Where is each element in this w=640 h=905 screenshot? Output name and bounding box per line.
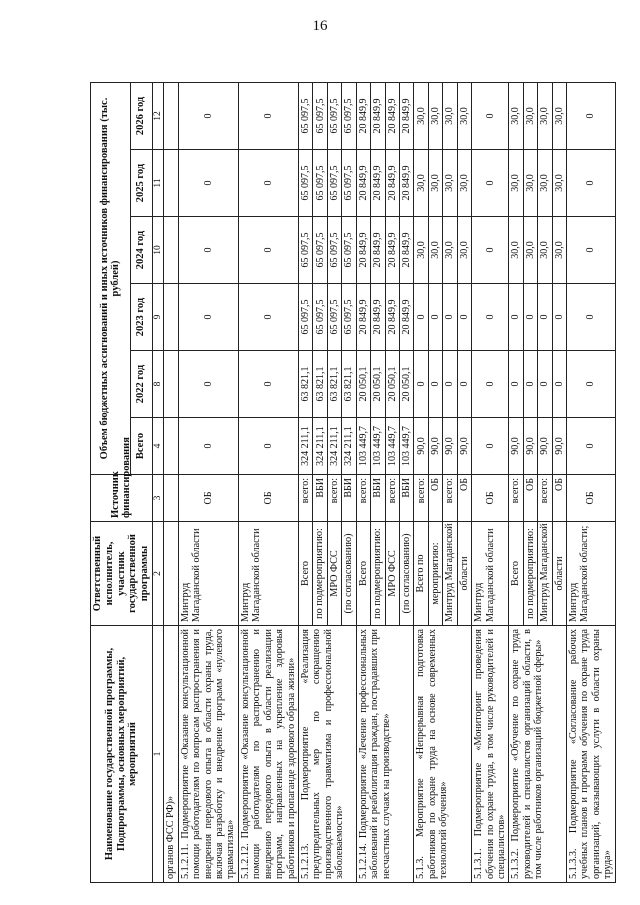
year-value-cell: 30,0 (457, 217, 471, 284)
year-value-cell: 20 849,9 (399, 82, 413, 149)
total-cell: 90,0 (509, 418, 523, 475)
header-name: Наименование государственной программы, Подпрограммы, основных мероприятий, мероприятий (91, 626, 153, 883)
year-value-cell: 0 (567, 217, 616, 284)
table-header (91, 82, 164, 882)
table-row (299, 82, 313, 882)
sub-label: области (457, 522, 471, 626)
source-cell: ОБ (238, 475, 298, 522)
header-year: 2026 год (130, 82, 152, 149)
table-row (178, 82, 238, 882)
total-cell: 103 449,7 (385, 418, 399, 475)
year-value-cell: 0 (238, 82, 298, 149)
empty-cell (164, 150, 178, 217)
year-value-cell: 20 050,1 (356, 351, 370, 418)
year-value-cell: 65 097,5 (342, 150, 356, 217)
year-value-cell: 0 (414, 351, 428, 418)
source-cell: ОБ (457, 475, 471, 522)
year-value-cell: 0 (178, 82, 238, 149)
total-cell: 0 (238, 418, 298, 475)
sub-label: Всего (509, 522, 523, 626)
column-number-row (152, 82, 164, 882)
empty-cell (164, 284, 178, 351)
row-executor: Минтруд Магаданской области (238, 522, 298, 626)
year-value-cell: 20 849,9 (356, 284, 370, 351)
year-value-cell: 65 097,5 (313, 150, 327, 217)
source-cell: всего: (443, 475, 457, 522)
header-total: Всего (130, 418, 152, 475)
total-cell: 0 (472, 418, 509, 475)
year-value-cell: 30,0 (538, 82, 552, 149)
year-value-cell: 20 849,9 (385, 284, 399, 351)
year-value-cell: 20 050,1 (371, 351, 385, 418)
year-value-cell: 65 097,5 (299, 284, 313, 351)
row-name: 5.1.3.3. Подмероприятие «Согласование рабочих учебных планов и программ обучения по охране труда организаций, оказывающих услуги в области охраны труда» (567, 626, 616, 883)
empty-cell (164, 351, 178, 418)
year-value-cell: 0 (457, 284, 471, 351)
table-row (356, 82, 370, 882)
row-name: 5.1.2.12. Подмероприятие «Оказание консультационной помощи работодателям по распространению и внедрению передового опыта в области реализации программ, направленных на укрепление здоровья работников и пропаганде здорового образа жизни» (238, 626, 298, 883)
header-year: 2025 год (130, 150, 152, 217)
budget-table-container (90, 83, 614, 883)
row-name: 5.1.2.11. Подмероприятие «Оказание консультационной помощи работодателям по вопросам распространения и внедрения передового опыта в области охраны труда, включая разработку и внедрение программ «нулевого травматизма» (178, 626, 238, 883)
year-value-cell: 20 849,9 (385, 217, 399, 284)
page-number: 16 (312, 18, 328, 34)
total-cell: 90,0 (538, 418, 552, 475)
year-value-cell: 20 050,1 (399, 351, 413, 418)
year-value-cell: 20 050,1 (385, 351, 399, 418)
column-number: 8 (152, 351, 164, 418)
year-value-cell: 30,0 (457, 150, 471, 217)
source-cell: всего: (414, 475, 428, 522)
year-value-cell: 30,0 (523, 82, 537, 149)
year-value-cell: 65 097,5 (299, 150, 313, 217)
year-value-cell: 0 (238, 351, 298, 418)
year-value-cell: 0 (414, 284, 428, 351)
year-value-cell: 0 (567, 284, 616, 351)
header-year: 2024 год (130, 217, 152, 284)
year-value-cell: 0 (178, 217, 238, 284)
source-cell: всего: (327, 475, 341, 522)
year-value-cell: 0 (567, 82, 616, 149)
year-value-cell: 0 (567, 150, 616, 217)
year-value-cell: 30,0 (428, 150, 442, 217)
header-executor: Ответственный исполнитель, участник государственной программы (91, 522, 153, 626)
empty-cell (164, 217, 178, 284)
total-cell: 324 211,1 (313, 418, 327, 475)
table-row (164, 82, 178, 882)
empty-cell (164, 475, 178, 522)
total-cell: 90,0 (414, 418, 428, 475)
sub-label: Всего (299, 522, 313, 626)
table-row (567, 82, 616, 882)
source-cell: ОБ (428, 475, 442, 522)
year-value-cell: 30,0 (428, 217, 442, 284)
source-cell: ОБ (472, 475, 509, 522)
year-value-cell: 63 821,1 (327, 351, 341, 418)
year-value-cell: 65 097,5 (313, 82, 327, 149)
total-cell: 324 211,1 (327, 418, 341, 475)
year-value-cell: 30,0 (414, 217, 428, 284)
table-row (238, 82, 298, 882)
year-value-cell: 30,0 (552, 217, 566, 284)
total-cell: 103 449,7 (399, 418, 413, 475)
year-value-cell: 63 821,1 (299, 351, 313, 418)
header-year: 2022 год (130, 351, 152, 418)
year-value-cell: 0 (538, 351, 552, 418)
year-value-cell: 30,0 (552, 150, 566, 217)
year-value-cell: 65 097,5 (327, 150, 341, 217)
sub-label: по подмероприятию: (371, 522, 385, 626)
source-cell: ОБ (552, 475, 566, 522)
year-value-cell: 0 (238, 284, 298, 351)
source-cell: ОБ (523, 475, 537, 522)
row-executor (164, 522, 178, 626)
year-value-cell: 0 (178, 284, 238, 351)
total-cell: 324 211,1 (299, 418, 313, 475)
total-cell: 324 211,1 (342, 418, 356, 475)
year-value-cell: 0 (457, 351, 471, 418)
column-number: 11 (152, 150, 164, 217)
year-value-cell: 20 849,9 (356, 217, 370, 284)
year-value-cell: 0 (538, 284, 552, 351)
year-value-cell: 20 849,9 (356, 82, 370, 149)
year-value-cell: 20 849,9 (385, 150, 399, 217)
rotated-table-viewport (90, 83, 614, 883)
source-cell: ОБ (178, 475, 238, 522)
year-value-cell: 65 097,5 (342, 82, 356, 149)
year-value-cell: 0 (443, 351, 457, 418)
year-value-cell: 20 849,9 (399, 284, 413, 351)
total-cell: 90,0 (443, 418, 457, 475)
sub-label: по подмероприятию: (523, 522, 537, 626)
year-value-cell: 20 849,9 (385, 82, 399, 149)
column-number: 9 (152, 284, 164, 351)
year-value-cell: 30,0 (509, 82, 523, 149)
sub-label: Минтруд Магаданской (443, 522, 457, 626)
total-cell: 0 (567, 418, 616, 475)
total-cell: 90,0 (457, 418, 471, 475)
year-value-cell: 20 849,9 (371, 217, 385, 284)
sub-label: МРО ФСС (385, 522, 399, 626)
source-cell: ОБ (567, 475, 616, 522)
column-number: 1 (152, 626, 164, 883)
empty-cell (164, 82, 178, 149)
row-name: 5.1.2.14. Подмероприятие «Лечение профессиональных заболеваний и реабилитация граждан, пострадавших при несчастных случаях на производстве» (356, 626, 414, 883)
year-value-cell: 20 849,9 (356, 150, 370, 217)
year-value-cell: 30,0 (552, 82, 566, 149)
sub-label: (по согласованию) (342, 522, 356, 626)
header-source: Источник финансирования (91, 475, 153, 522)
sub-label: Минтруд Магаданской (538, 522, 552, 626)
sub-label: мероприятию: (428, 522, 442, 626)
year-value-cell: 65 097,5 (327, 82, 341, 149)
row-name: органов ФСС РФ)» (164, 626, 178, 883)
year-value-cell: 30,0 (443, 150, 457, 217)
source-cell: всего: (299, 475, 313, 522)
year-value-cell: 0 (472, 82, 509, 149)
year-value-cell: 30,0 (443, 217, 457, 284)
year-value-cell: 30,0 (509, 150, 523, 217)
table-row (472, 82, 509, 882)
year-value-cell: 0 (523, 351, 537, 418)
total-cell: 90,0 (428, 418, 442, 475)
row-executor: Минтруд Магаданской области; (567, 522, 616, 626)
table-row (414, 82, 428, 882)
header-year: 2023 год (130, 284, 152, 351)
table-body (164, 82, 615, 882)
year-value-cell: 65 097,5 (342, 217, 356, 284)
year-value-cell: 0 (567, 351, 616, 418)
year-value-cell: 30,0 (538, 217, 552, 284)
source-cell: ВБИ (313, 475, 327, 522)
year-value-cell: 0 (552, 351, 566, 418)
year-value-cell: 0 (523, 284, 537, 351)
year-value-cell: 0 (443, 284, 457, 351)
empty-cell (164, 418, 178, 475)
year-value-cell: 0 (509, 351, 523, 418)
year-value-cell: 20 849,9 (371, 150, 385, 217)
sub-label: по подмероприятию: (313, 522, 327, 626)
year-value-cell: 65 097,5 (327, 284, 341, 351)
year-value-cell: 0 (428, 351, 442, 418)
year-value-cell: 30,0 (443, 82, 457, 149)
source-cell: ВБИ (342, 475, 356, 522)
row-name: 5.1.2.13. Подмероприятие «Реализация предупредительных мер по сокращению производственного травматизма и профессиональной заболеваемости» (299, 626, 357, 883)
sub-label: МРО ФСС (327, 522, 341, 626)
total-cell: 0 (178, 418, 238, 475)
source-cell: всего: (356, 475, 370, 522)
sub-label: области (552, 522, 566, 626)
sub-label: (по согласованию) (399, 522, 413, 626)
year-value-cell: 0 (428, 284, 442, 351)
year-value-cell: 20 849,9 (371, 284, 385, 351)
year-value-cell: 0 (509, 284, 523, 351)
row-name: 5.1.3.2. Подмероприятие «Обучение по охране труда руководителей и специалистов организаций области, в том числе работников организаций бюджетной сферы» (509, 626, 567, 883)
year-value-cell: 30,0 (509, 217, 523, 284)
year-value-cell: 30,0 (428, 82, 442, 149)
year-value-cell: 20 849,9 (399, 150, 413, 217)
year-value-cell: 0 (178, 150, 238, 217)
source-cell: всего: (385, 475, 399, 522)
total-cell: 90,0 (552, 418, 566, 475)
column-number: 10 (152, 217, 164, 284)
year-value-cell: 20 849,9 (399, 217, 413, 284)
year-value-cell: 0 (552, 284, 566, 351)
year-value-cell: 63 821,1 (342, 351, 356, 418)
column-number: 2 (152, 522, 164, 626)
row-executor: Минтруд Магаданской области (178, 522, 238, 626)
year-value-cell: 65 097,5 (299, 82, 313, 149)
year-value-cell: 0 (178, 351, 238, 418)
total-cell: 90,0 (523, 418, 537, 475)
year-value-cell: 30,0 (414, 150, 428, 217)
total-cell: 103 449,7 (371, 418, 385, 475)
year-value-cell: 65 097,5 (313, 217, 327, 284)
row-name: 5.1.3.1. Подмероприятие «Мониторинг проведения обучения по охране труда, в том числе руководителей и специалистов» (472, 626, 509, 883)
year-value-cell: 30,0 (414, 82, 428, 149)
year-value-cell: 0 (472, 351, 509, 418)
year-value-cell: 63 821,1 (313, 351, 327, 418)
row-name: 5.1.3. Мероприятие «Непрерывная подготовка работников по охране труда на основе современных технологий обучения» (414, 626, 472, 883)
year-value-cell: 0 (472, 217, 509, 284)
sub-label: Всего по (414, 522, 428, 626)
column-number: 3 (152, 475, 164, 522)
column-number: 4 (152, 418, 164, 475)
total-cell: 103 449,7 (356, 418, 370, 475)
row-executor: Минтруд Магаданской области (472, 522, 509, 626)
source-cell: всего: (509, 475, 523, 522)
year-value-cell: 65 097,5 (313, 284, 327, 351)
budget-table (90, 82, 616, 883)
year-value-cell: 30,0 (523, 217, 537, 284)
year-value-cell: 65 097,5 (327, 217, 341, 284)
year-value-cell: 0 (472, 284, 509, 351)
sub-label: Всего (356, 522, 370, 626)
year-value-cell: 65 097,5 (342, 284, 356, 351)
source-cell: всего: (538, 475, 552, 522)
source-cell: ВБИ (399, 475, 413, 522)
source-cell: ВБИ (371, 475, 385, 522)
year-value-cell: 0 (238, 150, 298, 217)
year-value-cell: 0 (238, 217, 298, 284)
year-value-cell: 20 849,9 (371, 82, 385, 149)
year-value-cell: 65 097,5 (299, 217, 313, 284)
column-number: 12 (152, 82, 164, 149)
header-funding-group: Объем бюджетных ассигнований и иных источников финансирования (тыс. рублей) (91, 82, 131, 474)
year-value-cell: 0 (472, 150, 509, 217)
year-value-cell: 30,0 (538, 150, 552, 217)
year-value-cell: 30,0 (457, 82, 471, 149)
year-value-cell: 30,0 (523, 150, 537, 217)
table-row (509, 82, 523, 882)
